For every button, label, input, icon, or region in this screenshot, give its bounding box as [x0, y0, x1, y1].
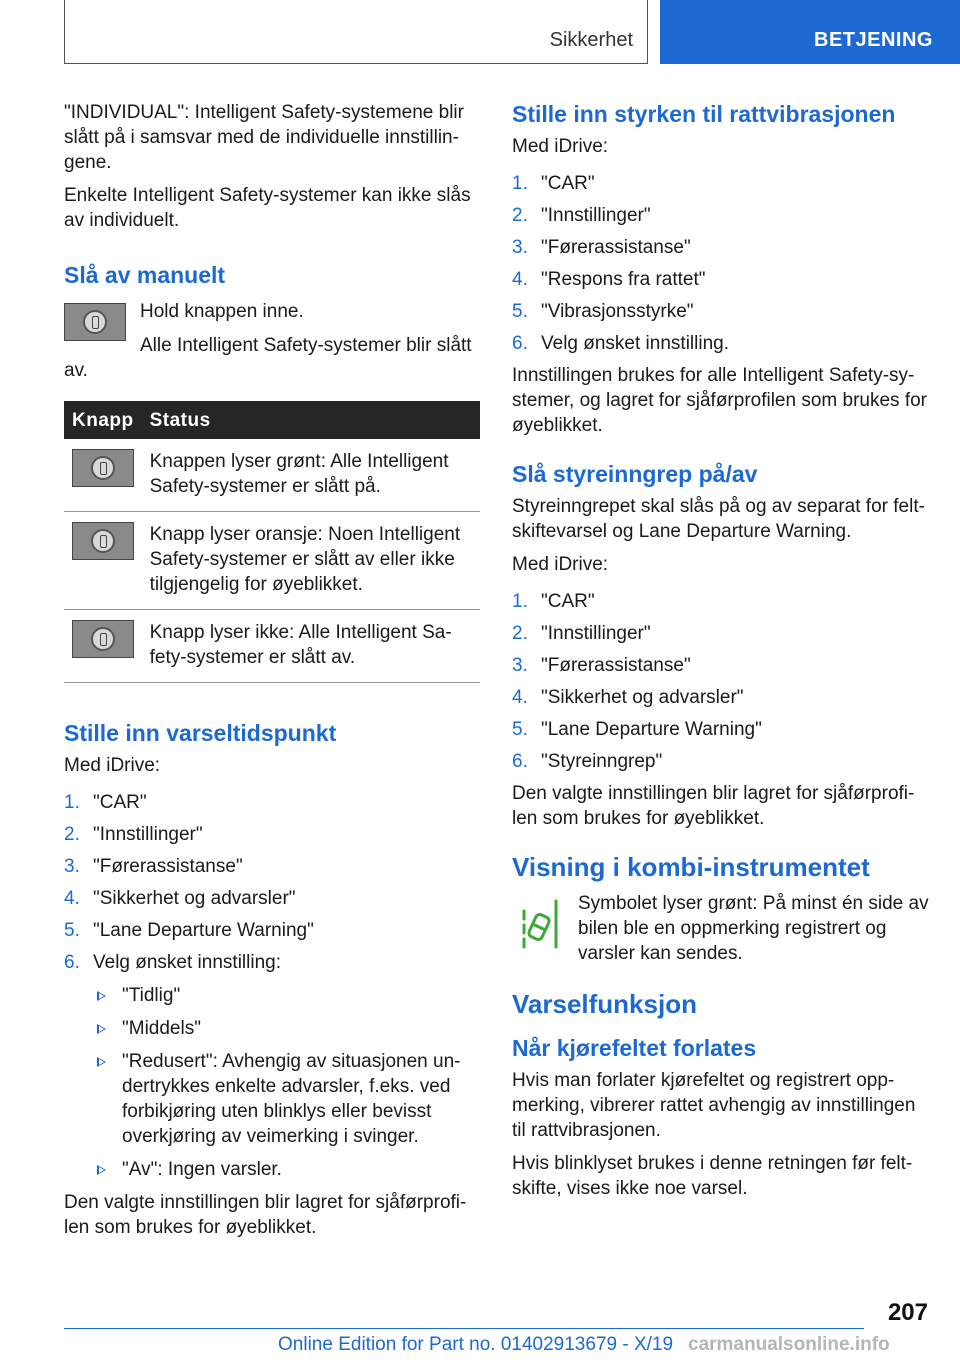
right-column [512, 100, 930, 1209]
status-off: Knapp lyser ikke: Alle Intelligent Safety-systemer er slått av. [142, 610, 480, 683]
table-row [64, 439, 480, 512]
header-section-box [64, 0, 648, 64]
list-item: 5. "Lane Departure Warning" [64, 920, 314, 941]
warning-time-outro: Den valgte innstillingen blir lagret for sjåførprofilen som brukes for øyeblikket. [64, 1192, 467, 1238]
vibration-heading: Stille inn styrken til rattvibrasjonen [512, 101, 896, 127]
header-section-label: Sikkerhet [549, 29, 633, 51]
turn-signal-paragraph: Hvis blinklyset brukes i denne retningen før feltskifte, vises ikke noe varsel. [512, 1153, 913, 1199]
kombi-heading: Visning i kombi-instrumentet [512, 852, 870, 882]
footer-edition: Online Edition for Part no. 01402913679 - X/19 [278, 1334, 674, 1355]
steering-steps [512, 589, 930, 774]
left-column [64, 100, 482, 1248]
safety-button-icon [72, 620, 134, 658]
kombi-block [512, 891, 930, 966]
bullet-triangle-icon [97, 1024, 106, 1034]
list-item: 4. "Sikkerhet og advarsler" [512, 687, 744, 708]
list-item: 1. "CAR" [512, 591, 595, 612]
vibration-intro: Med iDrive: [512, 136, 609, 157]
safety-button-icon [64, 303, 126, 341]
list-item: 6. "Styreinngrep" [512, 751, 663, 772]
warning-time-intro: Med iDrive: [64, 755, 161, 776]
safety-button-icon [72, 449, 134, 487]
list-item: 1. "CAR" [64, 792, 147, 813]
list-item: 4. "Sikkerhet og advarsler" [64, 888, 296, 909]
manual-off-heading: Slå av manuelt [64, 262, 226, 288]
steering-heading: Slå styreinngrep på/av [512, 461, 758, 487]
kombi-text: Symbolet lyser grønt: På minst én side av bilen ble en oppmerking registrert og varsler kan sendes. [578, 893, 929, 964]
manual-off-hold: Hold knappen inne. [140, 301, 304, 322]
list-item: 3. "Førerassistanse" [512, 237, 691, 258]
list-item: 4. "Respons fra rattet" [512, 269, 706, 290]
list-item: 3. "Førerassistanse" [64, 856, 243, 877]
list-item: 6. Velg ønsket innstilling. [512, 333, 729, 354]
manual-off-block [64, 299, 482, 349]
manual-off-result-text: Alle Intelligent Safety-systemer blir slått av. [64, 335, 472, 381]
leaving-lane-paragraph: Hvis man forlater kjørefeltet og registrert oppmerking, vibrerer rattet avhengig av innstillingen til rattvibrasjonen. [512, 1070, 916, 1141]
warning-options [93, 983, 482, 1182]
list-item: 6. Velg ønsket innstilling: "Tidlig" "Middels" "Redusert": Avhengig av situasjonen undertrykkes enkelte advarsler, f.eks. ved forbikjøring uten blinklys eller bevisst overkjøring av veimerking i svinger. "Av": Ingen varsler. [64, 950, 482, 1182]
list-item: 2. "Innstillinger" [64, 824, 203, 845]
warning-function-heading: Varselfunksjon [512, 989, 697, 1019]
table-row [64, 610, 480, 683]
individual-note: Enkelte Intelligent Safety-systemer kan ikke slås av individuelt. [64, 185, 471, 231]
table-header-row [64, 401, 480, 439]
header-chapter-tab [660, 0, 960, 64]
table-header-knapp: Knapp [64, 401, 142, 439]
list-item: 1. "CAR" [512, 173, 595, 194]
bullet-triangle-icon [97, 1165, 106, 1175]
safety-button-icon [72, 522, 134, 560]
bullet-triangle-icon [97, 991, 106, 1001]
button-status-table [64, 401, 480, 683]
list-item: "Tidlig" [93, 983, 482, 1008]
vibration-outro: Innstillingen brukes for alle Intelligent Safety-systemer, og lagret for sjåførprofilen som brukes for øyeblikket. [512, 365, 927, 436]
list-item: "Middels" [93, 1016, 482, 1041]
lane-departure-symbol-icon [520, 897, 560, 951]
list-item: 5. "Vibrasjonsstyrke" [512, 301, 694, 322]
list-item: 2. "Innstillinger" [512, 205, 651, 226]
status-orange: Knapp lyser oransje: Noen Intelligent Safety-systemer er slått av eller ikke tilgjengelig for øyeblikket. [142, 512, 480, 610]
bullet-triangle-icon [97, 1057, 106, 1067]
leaving-lane-heading: Når kjørefeltet forlates [512, 1035, 757, 1061]
list-item: "Redusert": Avhengig av situasjonen undertrykkes enkelte advarsler, f.eks. ved forbikjøring uten blinklys eller bevisst overkjøring av veimerking i svinger. [93, 1049, 482, 1149]
status-green: Knappen lyser grønt: Alle Intelligent Safety-systemer er slått på. [142, 439, 480, 512]
header-chapter-label: BETJENING [814, 29, 933, 51]
table-row [64, 512, 480, 610]
warning-time-heading: Stille inn varseltidspunkt [64, 720, 337, 746]
list-item: 5. "Lane Departure Warning" [512, 719, 762, 740]
table-header-status: Status [142, 401, 480, 439]
footer-watermark: carmanualsonline.info [688, 1334, 890, 1355]
steering-outro: Den valgte innstillingen blir lagret for sjåførprofilen som brukes for øyeblikket. [512, 783, 915, 829]
list-item: "Av": Ingen varsler. [93, 1157, 482, 1182]
list-item: 3. "Førerassistanse" [512, 655, 691, 676]
vibration-steps [512, 171, 930, 356]
individual-paragraph: "INDIVIDUAL": Intelligent Safety-systemene blir slått på i samsvar med de individuelle innstillingene. [64, 102, 464, 173]
steering-intro: Med iDrive: [512, 554, 609, 575]
warning-time-steps [64, 790, 482, 1182]
list-item: 2. "Innstillinger" [512, 623, 651, 644]
steering-paragraph: Styreinngrepet skal slås på og av separat for feltskiftevarsel og Lane Departure Warning. [512, 496, 925, 542]
footer-divider [64, 1328, 864, 1329]
page-number: 207 [887, 1299, 928, 1326]
